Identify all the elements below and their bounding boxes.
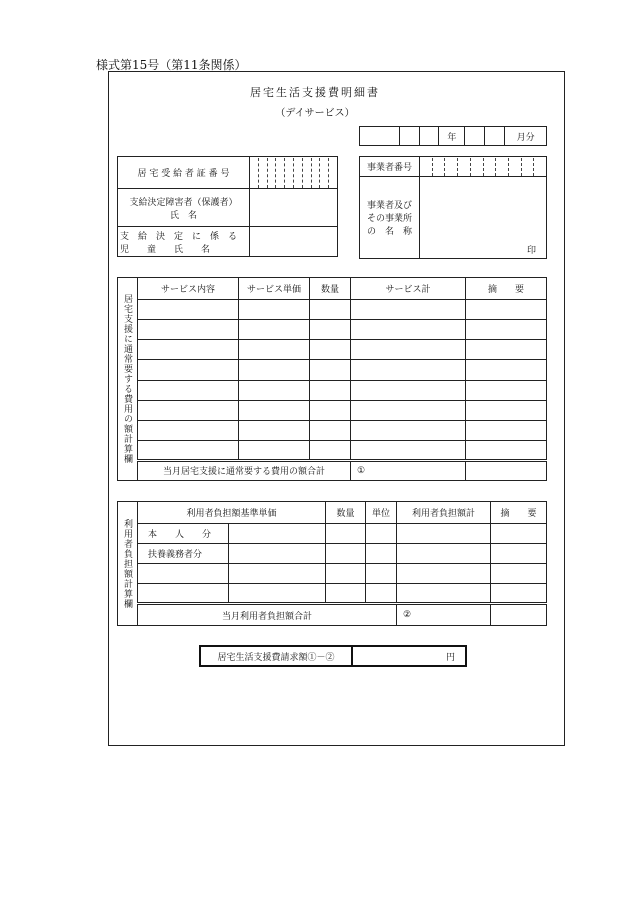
header-burden-base-price: 利用者負担額基準単価	[138, 502, 326, 524]
burden-total-label: 当月利用者負担額合計	[138, 604, 397, 626]
header-burden-quantity: 数量	[325, 502, 365, 524]
service-total-row	[118, 460, 547, 480]
burden-total-row	[118, 604, 547, 626]
provider-name-label: 事業者及び その事業所 の 名 称	[360, 177, 420, 259]
claim-amount-table	[199, 645, 467, 667]
table-row	[118, 524, 547, 544]
provider-info-table	[359, 156, 547, 259]
burden-total-field[interactable]	[396, 604, 490, 626]
provider-name-field[interactable]	[420, 177, 547, 259]
table-row	[118, 380, 547, 400]
document-subtitle: （デイサービス）	[275, 108, 355, 119]
header-service-content: サービス内容	[138, 278, 239, 300]
circled-two-mark: ②	[402, 610, 412, 620]
claim-amount-label: 居宅生活支援費請求額①－②	[200, 646, 352, 666]
seal-mark: 印	[526, 246, 536, 256]
document-title: 居宅生活支援費明細書	[250, 86, 380, 99]
date-box	[359, 126, 547, 146]
burden-side-label: 利用者負担額計算欄	[118, 502, 138, 626]
cert-number-field[interactable]	[250, 157, 338, 189]
month-label: 月分	[505, 127, 547, 146]
service-total-field[interactable]	[351, 460, 466, 480]
row-support-label: 扶養義務者分	[138, 544, 229, 564]
service-total-remarks[interactable]	[466, 460, 547, 480]
row-self-label: 本 人 分	[138, 524, 229, 544]
header-burden-remarks: 摘 要	[490, 502, 546, 524]
service-side-label: 居宅支援に通常要する費用の額計算欄	[118, 278, 138, 481]
guardian-name-label: 支給決定障害者（保護者） 氏 名	[118, 189, 250, 227]
burden-total-remarks[interactable]	[490, 604, 546, 626]
circled-one-mark: ①	[357, 465, 366, 476]
yen-unit: 円	[445, 652, 455, 663]
table-row	[118, 340, 547, 360]
provider-number-field[interactable]	[420, 157, 547, 177]
table-row	[118, 420, 547, 440]
child-name-label: 支 給 決 定 に 係 る 児 童 氏 名	[118, 227, 250, 257]
table-row	[118, 544, 547, 564]
table-row	[118, 564, 547, 584]
recipient-info-table	[117, 156, 338, 257]
header-burden-unit: 単位	[365, 502, 396, 524]
guardian-name-field[interactable]	[250, 189, 338, 227]
table-row	[118, 320, 547, 340]
header-remarks: 摘 要	[466, 278, 547, 300]
cert-number-label: 居 宅 受 給 者 証 番 号	[118, 157, 250, 189]
service-total-label: 当月居宅支援に通常要する費用の額合計	[138, 460, 351, 480]
month-digit-1[interactable]	[465, 127, 485, 146]
header-burden-total: 利用者負担額計	[396, 502, 490, 524]
year-label: 年	[439, 127, 465, 146]
table-row	[118, 400, 547, 420]
user-burden-table	[117, 501, 547, 626]
header-quantity: 数量	[310, 278, 351, 300]
provider-number-label: 事業者番号	[360, 157, 420, 177]
era-cell[interactable]	[360, 127, 400, 146]
claim-amount-field[interactable]	[352, 646, 466, 666]
year-digit-1[interactable]	[399, 127, 419, 146]
table-row	[118, 360, 547, 380]
header-service-total: サービス計	[351, 278, 466, 300]
header-service-unit-price: サービス単価	[239, 278, 310, 300]
form-number-label: 様式第15号（第11条関係）	[96, 58, 247, 72]
service-cost-table	[117, 277, 547, 481]
month-digit-2[interactable]	[485, 127, 505, 146]
year-digit-2[interactable]	[419, 127, 439, 146]
table-row	[118, 440, 547, 460]
child-name-field[interactable]	[250, 227, 338, 257]
table-row	[118, 300, 547, 320]
table-row	[118, 584, 547, 604]
